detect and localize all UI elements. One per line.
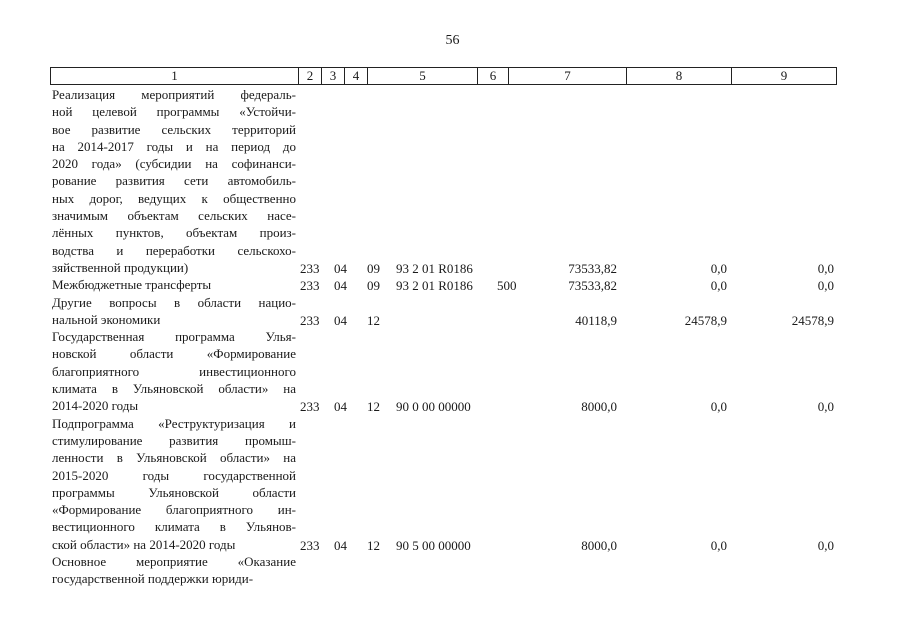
amount-col7-cell: 40118,9 — [575, 312, 617, 328]
target-article-cell: 90 0 00 00000 — [396, 399, 471, 415]
description-line: зяйственной продукции) — [52, 259, 189, 275]
amount-col7-cell: 8000,0 — [581, 537, 617, 553]
amount-col8-cell: 0,0 — [710, 399, 727, 415]
amount-col8-cell: 0,0 — [710, 261, 727, 276]
description-line: Другие вопросы в области нацио- — [52, 294, 296, 310]
column-header: 5 — [368, 68, 478, 85]
amount-col7-cell: 73533,82 — [568, 261, 617, 276]
section-code-cell: 04 — [334, 278, 347, 294]
description-line: благоприятного инвестиционного — [52, 363, 296, 379]
amount-col8-cell: 0,0 — [710, 537, 727, 553]
description-line: «Формирование благоприятного ин- — [52, 502, 296, 518]
description-line: стимулирование развития промыш- — [52, 432, 296, 448]
expense-type-cell: 500 — [497, 278, 517, 294]
description-line: государственной поддержки юриди- — [52, 571, 254, 587]
description-line: вое развитие сельских территорий — [52, 121, 296, 137]
description-line: нальной экономики — [52, 311, 161, 327]
row-description — [52, 294, 296, 329]
column-header-row — [51, 68, 837, 85]
amount-col9-cell: 0,0 — [817, 537, 834, 553]
section-code-cell: 04 — [334, 537, 347, 553]
row-description — [52, 328, 296, 414]
column-header: 4 — [345, 68, 368, 85]
description-line: новской области «Формирование — [52, 346, 296, 362]
section-code-cell: 04 — [334, 399, 347, 415]
amount-col9-cell: 0,0 — [817, 278, 834, 294]
column-header: 7 — [509, 68, 627, 85]
target-article-cell: 90 5 00 00000 — [396, 537, 471, 553]
description-line: ленности в Ульяновской области» на — [52, 450, 296, 466]
row-description — [52, 553, 296, 588]
subsection-code-cell: 12 — [367, 399, 380, 415]
description-line: Реализация мероприятий федераль- — [52, 87, 296, 102]
column-header-table — [50, 67, 837, 85]
amount-col8-cell: 24578,9 — [684, 312, 727, 328]
subsection-code-cell: 09 — [367, 278, 380, 294]
subsection-code-cell: 09 — [367, 261, 380, 276]
row-description — [52, 415, 296, 553]
description-line: ской области» на 2014-2020 годы — [52, 536, 236, 552]
description-line: значимым объектам сельских насе- — [52, 208, 296, 224]
row-description — [52, 86, 296, 276]
description-line: Государственная программа Улья- — [52, 329, 296, 345]
section-code-cell: 04 — [334, 312, 347, 328]
budget-code-cell: 233 — [300, 278, 320, 294]
amount-col8-cell: 0,0 — [710, 278, 727, 294]
description-line: климата в Ульяновской области» на — [52, 381, 296, 397]
column-header: 3 — [322, 68, 345, 85]
description-line: 2020 года» (субсидии на софинанси- — [52, 156, 296, 172]
row-description — [52, 276, 296, 293]
description-line: ных дорог, ведущих к общественно — [52, 190, 296, 206]
description-line: 2014-2020 годы — [52, 398, 139, 414]
amount-col7-cell: 8000,0 — [581, 399, 617, 415]
description-line: лённых пунктов, объектам произ- — [52, 225, 296, 241]
column-header: 9 — [732, 68, 837, 85]
description-line: ной целевой программы «Устойчи- — [52, 104, 296, 120]
amount-col9-cell: 24578,9 — [791, 312, 834, 328]
description-line: 2015-2020 годы государственной — [52, 467, 296, 483]
amount-col7-cell: 73533,82 — [568, 278, 617, 294]
amount-col9-cell: 0,0 — [817, 261, 834, 276]
budget-code-cell: 233 — [300, 399, 320, 415]
section-code-cell: 04 — [334, 261, 347, 276]
description-line: Основное мероприятие «Оказание — [52, 554, 296, 570]
description-line: водства и переработки сельскохо- — [52, 242, 296, 258]
description-line: Подпрограмма «Реструктуризация и — [52, 415, 296, 431]
page-number: 56 — [445, 33, 460, 48]
description-line: программы Ульяновской области — [52, 484, 296, 500]
column-header: 1 — [51, 68, 299, 85]
column-header: 8 — [627, 68, 732, 85]
target-article-cell: 93 2 01 R0186 — [396, 261, 473, 276]
budget-code-cell: 233 — [300, 261, 320, 276]
column-header: 2 — [299, 68, 322, 85]
amount-col9-cell: 0,0 — [817, 399, 834, 415]
description-line: Межбюджетные трансферты — [52, 277, 212, 293]
subsection-code-cell: 12 — [367, 537, 380, 553]
description-line: вестиционного климата в Ульянов- — [52, 519, 296, 535]
subsection-code-cell: 12 — [367, 312, 380, 328]
target-article-cell: 93 2 01 R0186 — [396, 278, 473, 294]
budget-code-cell: 233 — [300, 312, 320, 328]
budget-code-cell: 233 — [300, 537, 320, 553]
description-line: на 2014-2017 годы и на период до — [52, 138, 296, 154]
description-line: рование развития сети автомобиль- — [52, 173, 296, 189]
column-header: 6 — [478, 68, 509, 85]
